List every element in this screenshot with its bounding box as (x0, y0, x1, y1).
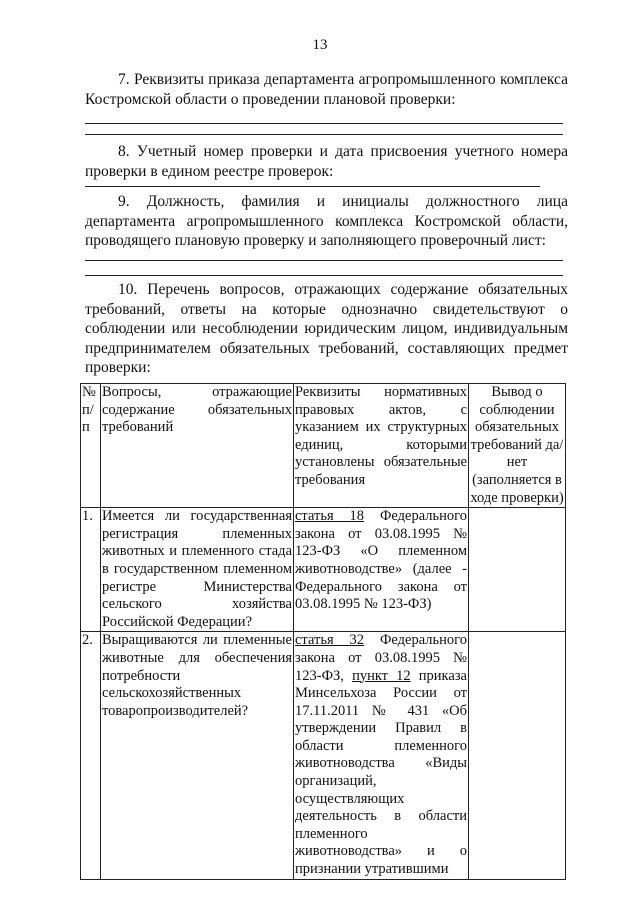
row-num: 1. (81, 508, 101, 632)
header-num: № п/п (81, 384, 101, 508)
header-conclusion: Вывод о соблюдении обязательных требований да/нет (заполняется в ходе проверки) (469, 384, 566, 508)
fill-line (85, 123, 563, 124)
row-requisites (294, 632, 469, 879)
page-number: 13 (312, 37, 328, 53)
row-requisites (294, 508, 469, 632)
row-conclusion (469, 632, 566, 879)
fill-line (85, 260, 563, 261)
section-8-text: 8. Учетный номер проверки и дата присвоения учетного номера проверки в едином реестре проверок: (85, 143, 568, 180)
order-clause-link[interactable]: пункт 12 (352, 667, 411, 684)
requisites-text: Федерального закона от 03.08.1995 № 123-ФЗ «О племенном животноводстве» (далее - Федерального закона от 03.08.1995 № 123-ФЗ) (295, 508, 467, 613)
fill-line (85, 186, 540, 187)
row-question: Выращиваются ли племенные животные для обеспечения потребности сельскохозяйственных товаропроизводителей? (101, 632, 294, 879)
header-requisites: Реквизиты нормативных правовых актов, с указанием их структурных единиц, которыми установлены обязательные требования (294, 384, 469, 508)
section-7-text: 7. Реквизиты приказа департамента агропромышленного комплекса Костромской области о проведении плановой проверки: (85, 71, 568, 108)
row-conclusion (469, 508, 566, 632)
section-10-text: 10. Перечень вопросов, отражающих содержание обязательных требований, ответы на которые однозначно свидетельствуют о соблюдении или несоблюдении юридическим лицом, индивидуальным предпринимателем обязательных требований, составляющих предмет проверки: (85, 281, 568, 376)
table-row (81, 508, 566, 632)
requirements-table (80, 383, 566, 880)
fill-line (85, 275, 563, 276)
section-9-text: 9. Должность, фамилия и инициалы должностного лица департамента агропромышленного комплекса Костромской области, проводящего плановую проверку и заполняющего проверочный лист: (85, 193, 568, 249)
header-questions: Вопросы, отражающие содержание обязательных требований (101, 384, 294, 508)
row-num: 2. (81, 632, 101, 879)
requisites-text: приказа Минсельхоза России от 17.11.2011 № 431 «Об утверждении Правил в области племенного животноводства «Виды организаций, осуществляющих деятельность в области племенного животноводства» и о признании утратившими (295, 667, 467, 878)
fill-line (85, 134, 563, 135)
law-article-link[interactable]: статья 32 (295, 632, 365, 649)
table-row (81, 632, 566, 879)
requisites-text: Федерального закона от 03.08.1995 № 123-ФЗ, (295, 632, 467, 684)
table-header-row (81, 384, 566, 508)
row-question: Имеется ли государственная регистрация племенных животных и племенного стада в государственном племенном регистре Министерства сельского хозяйства Российской Федерации? (101, 508, 294, 632)
law-article-link[interactable]: статья 18 (295, 508, 365, 525)
